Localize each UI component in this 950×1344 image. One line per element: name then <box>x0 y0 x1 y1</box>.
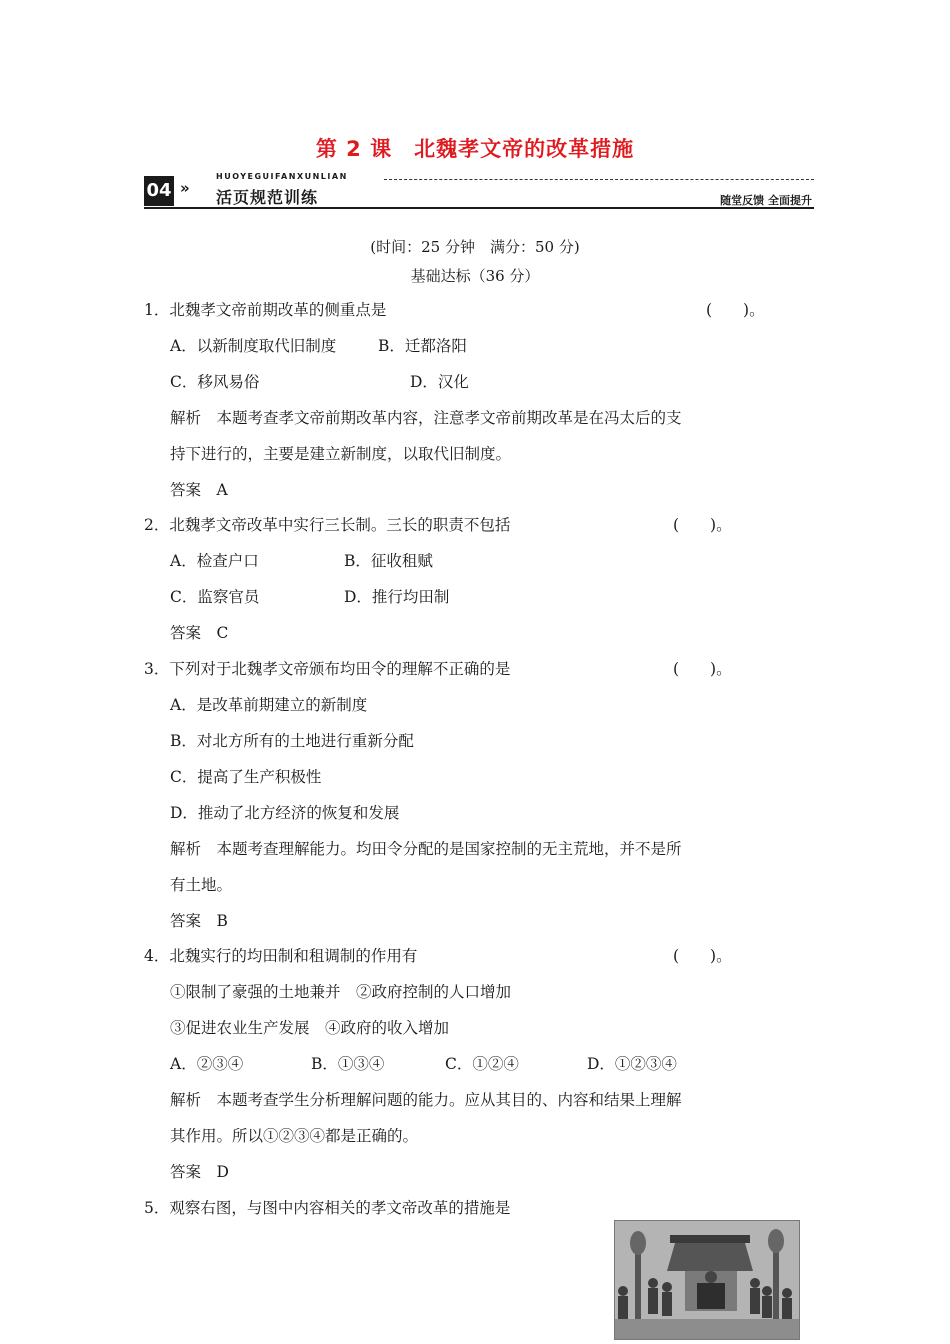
answer-paren: ( )。 <box>673 947 732 965</box>
mural-image <box>614 1220 800 1340</box>
option: D．①②③④ <box>587 1055 677 1073</box>
answer-text: 答案 D <box>170 1163 229 1181</box>
option: C．①②④ <box>445 1055 519 1073</box>
option: D．推动了北方经济的恢复和发展 <box>170 804 400 822</box>
answer-paren: ( )。 <box>706 301 765 319</box>
option: A．以新制度取代旧制度 <box>170 337 337 355</box>
option: D．汉化 <box>410 373 469 391</box>
section-title: 基础达标（36 分） <box>410 267 540 285</box>
time-info: (时间：25 分钟 满分：50 分) <box>370 238 580 256</box>
banner-dashed-line <box>384 179 814 180</box>
question-stem: 3．下列对于北魏孝文帝颁布均田令的理解不正确的是 <box>144 660 511 678</box>
answer-paren: ( )。 <box>673 516 732 534</box>
banner-label: 活页规范训练 <box>216 188 319 207</box>
analysis-text: 解析 本题考查理解能力。均田令分配的是国家控制的无主荒地，并不是所 <box>170 840 682 858</box>
option: D．推行均田制 <box>344 588 450 606</box>
option: B．迁都洛阳 <box>378 337 467 355</box>
banner-rule <box>144 207 814 209</box>
analysis-text: 其作用。所以①②③④都是正确的。 <box>170 1127 419 1145</box>
question-stem: 2．北魏孝文帝改革中实行三长制。三长的职责不包括 <box>144 516 511 534</box>
banner-right-text: 随堂反馈 全面提升 <box>720 194 812 207</box>
chevron-icon: » <box>180 179 190 197</box>
section-banner <box>144 170 814 210</box>
analysis-text: 持下进行的，主要是建立新制度，以取代旧制度。 <box>170 445 512 463</box>
answer-paren: ( )。 <box>673 660 732 678</box>
banner-number: 04 <box>144 176 174 206</box>
option: C．监察官员 <box>170 588 260 606</box>
analysis-text: 解析 本题考查孝文帝前期改革内容，注意孝文帝前期改革是在冯太后的支 <box>170 409 682 427</box>
statement-item: ③促进农业生产发展 ④政府的收入增加 <box>170 1019 450 1037</box>
answer-text: 答案 A <box>170 481 228 499</box>
question-stem: 4．北魏实行的均田制和租调制的作用有 <box>144 947 418 965</box>
question-stem: 5．观察右图，与图中内容相关的孝文帝改革的措施是 <box>144 1199 511 1217</box>
option: A．②③④ <box>170 1055 244 1073</box>
question-stem: 1．北魏孝文帝前期改革的侧重点是 <box>144 301 387 319</box>
option: C．提高了生产积极性 <box>170 768 322 786</box>
statement-item: ①限制了豪强的土地兼并 ②政府控制的人口增加 <box>170 983 512 1001</box>
page-title: 第 2 课 北魏孝文帝的改革措施 <box>315 137 635 161</box>
banner-pinyin: HUOYEGUIFANXUNLIAN <box>216 172 348 181</box>
option: B．征收租赋 <box>344 552 433 570</box>
option: B．①③④ <box>311 1055 385 1073</box>
analysis-text: 有土地。 <box>170 876 233 894</box>
option: B．对北方所有的土地进行重新分配 <box>170 732 414 750</box>
analysis-text: 解析 本题考查学生分析理解问题的能力。应从其目的、内容和结果上理解 <box>170 1091 682 1109</box>
answer-text: 答案 C <box>170 624 229 642</box>
option: A．是改革前期建立的新制度 <box>170 696 368 714</box>
option: C．移风易俗 <box>170 373 260 391</box>
option: A．检查户口 <box>170 552 259 570</box>
answer-text: 答案 B <box>170 912 228 930</box>
